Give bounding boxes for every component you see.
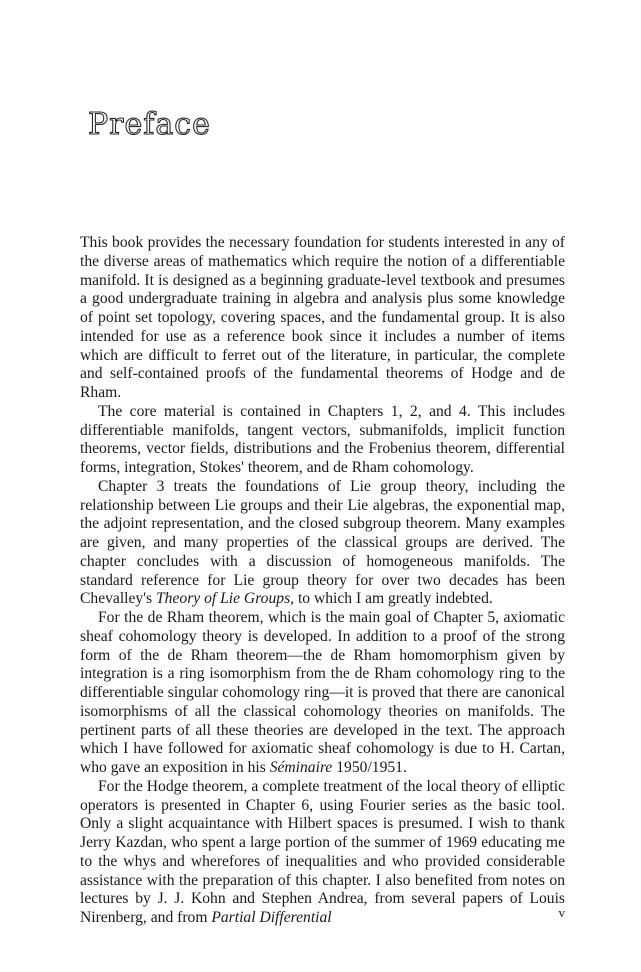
preface-body bbox=[80, 234, 565, 928]
paragraph-3 bbox=[80, 478, 565, 609]
paragraph-text: For the de Rham theorem, which is the main goal of Chapter 5, axiomatic sheaf cohomology theory is developed. In addition to a proof of the strong form of the de Rham theorem—the de Rham homomorphism given by integration is a ring isomorphism from the de Rham cohomology ring to the differentiable singular cohomology ring—it is proved that there are canonical isomorphisms of all the classical cohomology theories on manifolds. The pertinent parts of all these theories are developed in the text. The approach which I have followed for axiomatic sheaf cohomology is due to H. Cartan, who gave an exposition in his bbox=[80, 609, 565, 776]
italic-title: Partial Differential bbox=[211, 909, 332, 926]
paragraph-text: Chapter 3 treats the foundations of Lie group theory, including the relationship between Lie groups and their Lie algebras, the exponential map, the adjoint representation, and the closed subgroup theorem. Many examples are given, and many properties of the classical groups are derived. The chapter concludes with a discussion of homogeneous manifolds. The standard reference for Lie group theory for over two decades has been Chevalley's bbox=[80, 477, 565, 608]
paragraph-text: For the Hodge theorem, a complete treatment of the local theory of elliptic operators is presented in Chapter 6, using Fourier series as the basic tool. Only a slight acquaintance with Hilbert spaces is presumed. I wish to thank Jerry Kazdan, who spent a large portion of the summer of 1969 educating me to the whys and wherefores of inequalities and who provided considerable assistance with the preparation of this chapter. I also benefited from notes on lectures by J. J. Kohn and Stephen Andrea, from several papers of Louis Nirenberg, and from bbox=[80, 777, 565, 926]
paragraph-5 bbox=[80, 778, 565, 928]
italic-title: Theory of Lie Groups bbox=[156, 590, 291, 608]
paragraph-text: 1950/1951. bbox=[332, 759, 407, 776]
paragraph-text: This book provides the necessary foundation for students interested in any of the diverse areas of mathematics which require the notion of a differentiable manifold. It is designed as a beginning graduate-level textbook and presumes a good undergraduate training in algebra and analysis plus some knowledge of point set topology, covering spaces, and the fundamental group. It is also intended for use as a reference book since it includes a number of items which are difficult to ferret out of the literature, in particular, the complete and self-contained proofs of the fundamental theorems of Hodge and de Rham. bbox=[80, 234, 565, 401]
paragraph-text: The core material is contained in Chapters 1, 2, and 4. This includes differentiable manifolds, tangent vectors, submanifolds, implicit function theorems, vector fields, distributions and the Frobenius theorem, differential forms, integration, Stokes' theorem, and de Rham cohomology. bbox=[80, 402, 565, 476]
page-number: v bbox=[558, 905, 565, 920]
preface-heading: Preface bbox=[88, 107, 211, 142]
paragraph-1 bbox=[80, 234, 565, 403]
paragraph-text: , to which I am greatly indebted. bbox=[290, 590, 493, 608]
italic-title: Séminaire bbox=[269, 759, 333, 776]
paragraph-2 bbox=[80, 403, 565, 478]
paragraph-4 bbox=[80, 609, 565, 778]
